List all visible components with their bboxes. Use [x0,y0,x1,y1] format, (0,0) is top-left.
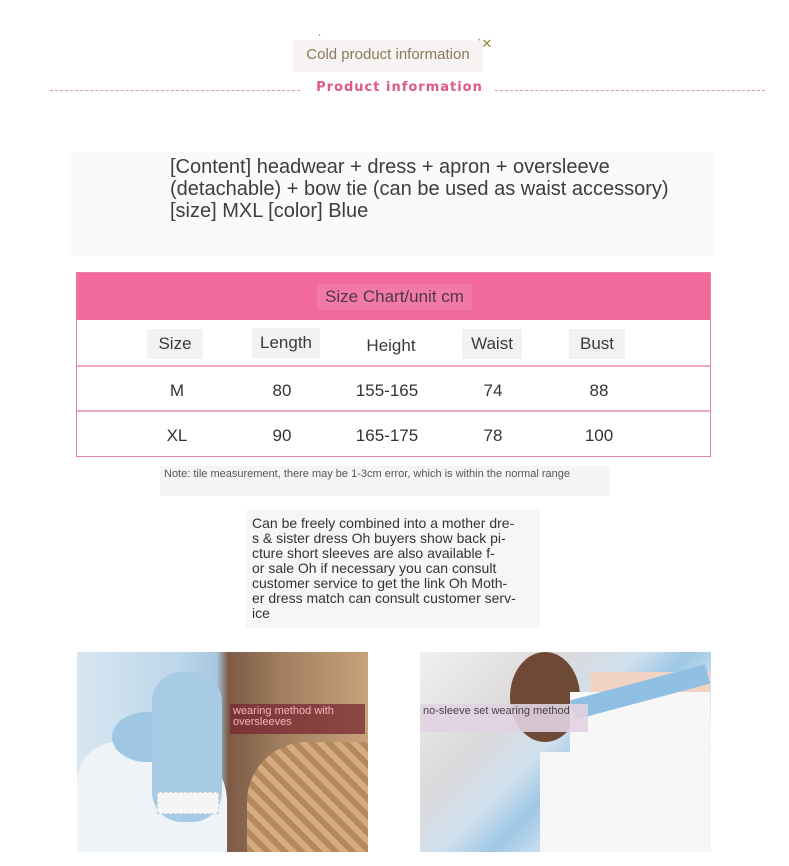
divider-left [50,90,300,91]
photo-caption: no-sleeve set wearing method [420,704,588,732]
table-cell: 80 [272,381,292,400]
wicker-chair-shape [247,742,368,852]
column-header: Length [252,328,320,358]
size-chart-table [76,272,711,457]
section-subtitle: Product information [316,80,483,95]
table-cell: 74 [483,381,503,400]
table-cell: 155-165 [355,381,419,400]
measurement-note: Note: tile measurement, there may be 1-3cm error, which is within the normal range [160,466,610,496]
table-cell: 90 [272,426,292,445]
table-cell: 100 [584,426,614,445]
size-chart-title: Size Chart/unit cm [317,284,472,310]
product-photo-no-sleeve [420,652,711,852]
table-cell: 78 [483,426,503,445]
divider-right [495,90,765,91]
table-cell: XL [166,426,188,445]
product-photo-oversleeves [77,652,368,852]
dress-shape [540,752,711,852]
photo-caption: wearing method with oversleeves [230,704,365,734]
content-text: [Content] headwear + dress + apron + oversleeve (detachable) + bow tie (can be used as waist accessory) [size] MXL [color] Blue [170,156,669,222]
lace-cuff-shape [157,792,219,814]
table-cell: M [169,381,185,400]
combination-description: Can be freely combined into a mother dre- s & sister dress Oh buyers show back pi- cture short sleeves are also available f- or sale Oh if necessary you can consult customer service to get the link Oh Moth- er dress match can consult customer serv- ice [246,510,540,628]
column-header: Bust [569,329,625,359]
column-header: Waist [462,329,522,359]
row-divider [77,365,710,367]
section-title: Cold product information [293,40,483,72]
decorative-icon: ˋ✕ [477,36,493,51]
column-header: Height [366,336,416,355]
column-header: Size [147,329,203,359]
row-divider [77,410,710,412]
table-cell: 88 [589,381,609,400]
table-cell: 165-175 [355,426,419,445]
